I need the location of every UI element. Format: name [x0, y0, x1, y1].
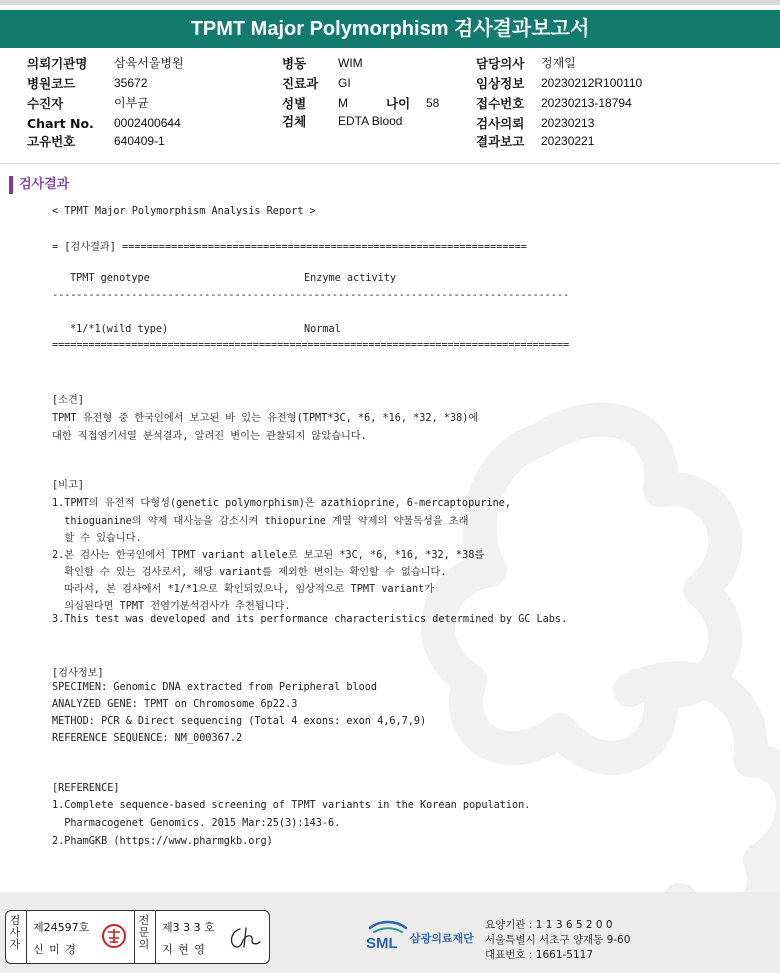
label-request-date: 검사의뢰	[476, 116, 525, 131]
value-specimen: EDTA Blood	[338, 114, 403, 128]
value-receipt-no: 20230213-18794	[541, 96, 632, 110]
label-hospital-code: 병원코드	[27, 76, 76, 91]
remarks-line-3: 할 수 있습니다.	[52, 533, 142, 544]
doctor-label: 전 문 의	[138, 914, 150, 951]
doctor-name: 지 현 영	[162, 943, 206, 956]
label-chart-no: Chart No.	[27, 116, 94, 131]
testinfo-line-4: REFERENCE SEQUENCE: NM_000367.2	[52, 733, 243, 744]
doctor-signature-icon	[226, 925, 262, 951]
label-patient: 수진자	[27, 96, 64, 111]
value-doctor: 정재일	[541, 56, 576, 70]
tester-license-no: 제24597호	[33, 921, 90, 934]
value-request-date: 20230213	[541, 116, 595, 130]
report-title: TPMT Major Polymorphism 검사결과보고서	[0, 10, 780, 48]
label-specimen: 검체	[282, 114, 307, 129]
org-phone: 대표번호 : 1661-5117	[485, 949, 594, 961]
org-address: 서울특별시 서초구 양재동 9-60	[485, 934, 631, 946]
watermark-logo	[420, 360, 780, 920]
top-edge-bar	[0, 0, 780, 5]
section-title: 검사결과	[19, 177, 70, 192]
value-requesting-org: 삼육서울병원	[114, 56, 184, 70]
reference-line-2: Pharmacogenet Genomics. 2015 Mar:25(3):143-6.	[52, 818, 341, 829]
reference-line-3: 2.PhamGKB (https://www.pharmgkb.org)	[52, 836, 273, 847]
remarks-line-7: 의심된다면 TPMT 전염기분석검사가 추천됩니다.	[52, 601, 291, 612]
logo-mark: SML	[366, 935, 398, 952]
value-report-date: 20230221	[541, 134, 595, 148]
testinfo-line-3: METHOD: PCR & Direct sequencing (Total 4 exons: exon 4,6,7,9)	[52, 716, 427, 727]
equals-divider: =====================================================================================	[52, 340, 570, 351]
report-heading: < TPMT Major Polymorphism Analysis Report >	[52, 206, 316, 217]
sml-logo-icon	[366, 918, 410, 952]
value-clinical-info: 20230212R100110	[541, 76, 643, 90]
label-unique-no: 고유번호	[27, 134, 76, 149]
tester-label: 검 사 자	[9, 914, 21, 951]
sig-divider-3	[155, 911, 156, 963]
value-ward: WIM	[338, 56, 363, 70]
label-doctor: 담당의사	[476, 56, 525, 71]
logo-org-name: 삼광의료재단	[410, 932, 474, 945]
opinion-title: [소견]	[52, 395, 84, 406]
value-age: 58	[426, 96, 440, 110]
testinfo-title: [검사정보]	[52, 668, 104, 679]
value-hospital-code: 35672	[114, 76, 148, 90]
label-ward: 병동	[282, 56, 307, 71]
reference-title: [REFERENCE]	[52, 783, 120, 794]
org-code: 요양기관 : 1 1 3 6 5 2 0 0	[485, 919, 613, 931]
value-chart-no: 0002400644	[114, 116, 181, 130]
label-requesting-org: 의뢰기관명	[27, 56, 88, 71]
result-header-line: = [검사결과] ==================================================================	[52, 242, 527, 253]
opinion-line-2: 대한 직접염기서열 분석결과, 알려진 변이는 관찰되지 않았습니다.	[52, 431, 367, 442]
opinion-line-1: TPMT 유전형 중 한국인에서 보고된 바 있는 유전형(TPMT*3C, *6, *16, *32, *38)에	[52, 413, 479, 424]
label-report-date: 결과보고	[476, 134, 525, 149]
genotype-value: *1/*1(wild type)	[70, 324, 169, 335]
dash-divider: -------------------------------------------------------------------------------------	[52, 290, 570, 301]
label-department: 진료과	[282, 76, 319, 91]
activity-value: Normal	[304, 324, 341, 335]
remarks-line-2: thioguanine의 약제 대사능을 감소시켜 thiopurine 계열 약제의 약물독성을 초래	[52, 516, 469, 527]
sig-divider-1	[26, 911, 27, 963]
remarks-line-4: 2.본 검사는 한국인에서 TPMT variant allele로 보고된 *3C, *6, *16, *32, *38를	[52, 550, 485, 561]
remarks-line-6: 따라서, 본 검사에서 *1/*1으로 확인되었으나, 임상적으로 TPMT variant가	[52, 584, 435, 595]
label-clinical-info: 임상정보	[476, 76, 525, 91]
value-patient: 이부균	[114, 96, 149, 110]
testinfo-line-1: SPECIMEN: Genomic DNA extracted from Peripheral blood	[52, 682, 378, 693]
column-genotype-header: TPMT genotype	[70, 273, 150, 284]
testinfo-line-2: ANALYZED GENE: TPMT on Chromosome 6p22.3	[52, 699, 298, 710]
section-marker	[9, 176, 13, 194]
tester-name: 신 미 경	[33, 943, 77, 956]
sig-divider-2	[134, 911, 135, 963]
tester-seal-icon	[101, 923, 127, 949]
column-activity-header: Enzyme activity	[304, 273, 397, 284]
label-receipt-no: 접수번호	[476, 96, 525, 111]
signature-box	[5, 910, 270, 964]
value-department: GI	[338, 76, 351, 90]
remarks-line-8: 3.This test was developed and its performance characteristics determined by GC Labs.	[52, 614, 568, 625]
value-sex: M	[338, 96, 348, 110]
header-separator	[0, 163, 780, 164]
value-unique-no: 640409-1	[114, 134, 165, 148]
doctor-license-no: 제3 3 3 호	[162, 921, 215, 934]
reference-line-1: 1.Complete sequence-based screening of TPMT variants in the Korean population.	[52, 800, 531, 811]
remarks-title: [비고]	[52, 480, 84, 491]
label-age: 나이	[386, 96, 411, 111]
remarks-line-5: 확인할 수 있는 검사로서, 해당 variant를 제외한 변이는 확인할 수 없습니다.	[52, 567, 447, 578]
label-sex: 성별	[282, 96, 307, 111]
remarks-line-1: 1.TPMT의 유전적 다형성(genetic polymorphism)은 azathioprine, 6-mercaptopurine,	[52, 498, 511, 509]
